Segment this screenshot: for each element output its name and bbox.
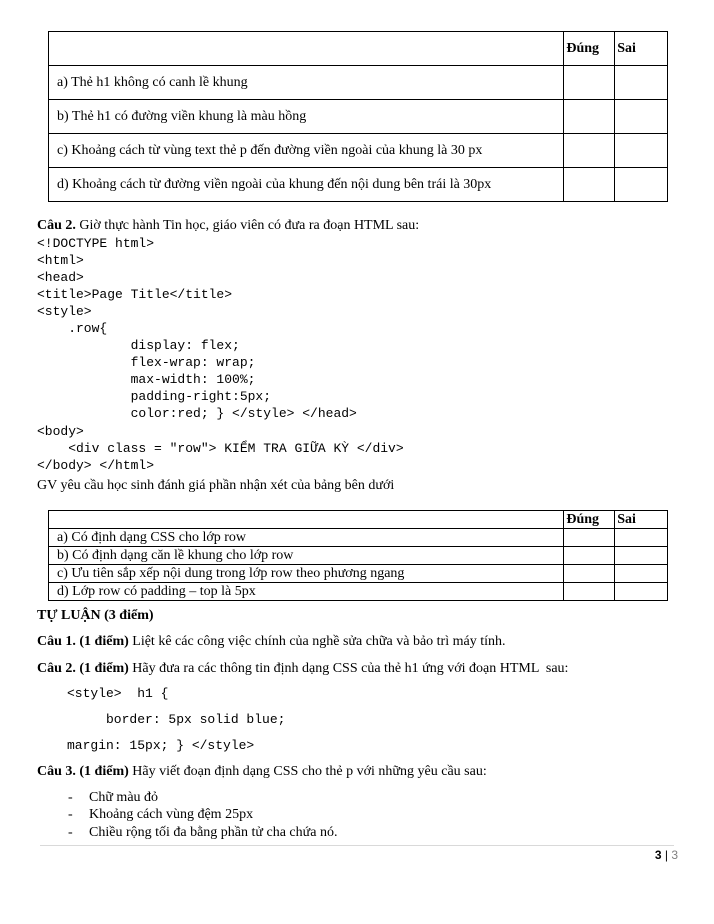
question-2-instruction: GV yêu cầu học sinh đánh giá phần nhận xét của bảng bên dưới <box>37 478 395 493</box>
code-line: display: flex; <box>37 338 240 353</box>
table-row <box>49 100 668 134</box>
table-header-row <box>49 32 668 66</box>
statement-d: d) Lớp row có padding – top là 5px <box>49 583 564 601</box>
code-line: max-width: 100%; <box>37 372 256 387</box>
footer-divider <box>40 845 674 846</box>
essay-question-1 <box>37 634 505 650</box>
code-line: border: 5px solid blue; <box>67 712 286 727</box>
essay-heading: TỰ LUẬN (3 điểm) <box>37 608 154 623</box>
code-line: margin: 15px; } </style> <box>67 738 255 753</box>
answer-cell-sai[interactable] <box>615 565 668 583</box>
answer-cell-dung[interactable] <box>564 168 615 202</box>
bullet-dash: - <box>68 825 73 840</box>
header-dung: Đúng <box>564 32 615 66</box>
answer-cell-sai[interactable] <box>615 529 668 547</box>
code-line: flex-wrap: wrap; <box>37 355 256 370</box>
code-line: <title>Page Title</title> <box>37 287 233 302</box>
page-number <box>655 848 678 862</box>
question-2-text: Giờ thực hành Tin học, giáo viên có đưa ra đoạn HTML sau: <box>75 218 420 233</box>
statement-d: d) Khoảng cách từ đường viền ngoài của khung đến nội dung bên trái là 30px <box>49 168 564 202</box>
code-line: <style> <box>37 304 92 319</box>
table-row <box>49 134 668 168</box>
page-separator: | <box>661 848 672 862</box>
current-page: 3 <box>654 848 662 862</box>
code-line: <body> <box>37 424 84 439</box>
statement-b: b) Có định dạng căn lề khung cho lớp row <box>49 547 564 565</box>
header-sai: Sai <box>615 32 668 66</box>
answer-cell-dung[interactable] <box>564 66 615 100</box>
evaluation-table-1 <box>48 31 668 202</box>
bullet-item: Khoảng cách vùng đệm 25px <box>89 807 254 822</box>
answer-cell-dung[interactable] <box>564 547 615 565</box>
answer-cell-sai[interactable] <box>615 583 668 601</box>
total-pages: 3 <box>671 848 678 862</box>
answer-cell-sai[interactable] <box>615 100 668 134</box>
table-header-empty <box>49 32 564 66</box>
essay-question-3 <box>37 764 487 780</box>
statement-a: a) Có định dạng CSS cho lớp row <box>49 529 564 547</box>
code-line: <div class = "row"> KIỂM TRA GIỮA KỲ </div> <box>37 441 404 456</box>
table-row <box>49 529 668 547</box>
essay-q3-text: Hãy viết đoạn định dạng CSS cho thẻ p với những yêu cầu sau: <box>128 764 487 779</box>
code-line: </body> </html> <box>37 458 155 473</box>
code-line: .row{ <box>37 321 108 336</box>
code-line: padding-right:5px; <box>37 389 272 404</box>
statement-c: c) Ưu tiên sắp xếp nội dung trong lớp row theo phương ngang <box>49 565 564 583</box>
bullet-item: Chiều rộng tối đa bằng phần tử cha chứa nó. <box>89 825 338 840</box>
answer-cell-sai[interactable] <box>615 66 668 100</box>
table-row <box>49 565 668 583</box>
table-row <box>49 66 668 100</box>
question-2-label: Câu 2. <box>37 218 76 233</box>
essay-q1-label: Câu 1. (1 điểm) <box>37 634 129 649</box>
bullet-item: Chữ màu đỏ <box>89 790 159 805</box>
answer-cell-sai[interactable] <box>615 168 668 202</box>
answer-cell-sai[interactable] <box>615 547 668 565</box>
table-header-empty <box>49 511 564 529</box>
evaluation-table-2 <box>48 510 668 601</box>
bullet-dash: - <box>68 807 73 822</box>
code-line: <style> h1 { <box>67 686 169 701</box>
answer-cell-dung[interactable] <box>564 583 615 601</box>
code-line: color:red; } </style> </head> <box>37 406 357 421</box>
answer-cell-dung[interactable] <box>564 100 615 134</box>
table-row <box>49 168 668 202</box>
table-header-row <box>49 511 668 529</box>
statement-b: b) Thẻ h1 có đường viền khung là màu hồng <box>49 100 564 134</box>
bullet-dash: - <box>68 790 73 805</box>
table-row <box>49 547 668 565</box>
table-row <box>49 583 668 601</box>
essay-q3-label: Câu 3. (1 điểm) <box>37 764 129 779</box>
essay-q1-text: Liệt kê các công việc chính của nghề sửa chữa và bảo trì máy tính. <box>128 634 506 649</box>
statement-a: a) Thẻ h1 không có canh lề khung <box>49 66 564 100</box>
essay-q2-text: Hãy đưa ra các thông tin định dạng CSS của thẻ h1 ứng với đoạn HTML sau: <box>128 661 569 676</box>
statement-c: c) Khoảng cách từ vùng text thẻ p đến đường viền ngoài của khung là 30 px <box>49 134 564 168</box>
essay-q2-label: Câu 2. (1 điểm) <box>37 661 129 676</box>
code-line: <head> <box>37 270 84 285</box>
essay-question-2 <box>37 661 568 677</box>
answer-cell-dung[interactable] <box>564 134 615 168</box>
question-2-prompt <box>37 218 419 234</box>
code-line: <html> <box>37 253 84 268</box>
answer-cell-sai[interactable] <box>615 134 668 168</box>
answer-cell-dung[interactable] <box>564 529 615 547</box>
header-sai: Sai <box>615 511 668 529</box>
header-dung: Đúng <box>564 511 615 529</box>
answer-cell-dung[interactable] <box>564 565 615 583</box>
code-line: <!DOCTYPE html> <box>37 236 155 251</box>
